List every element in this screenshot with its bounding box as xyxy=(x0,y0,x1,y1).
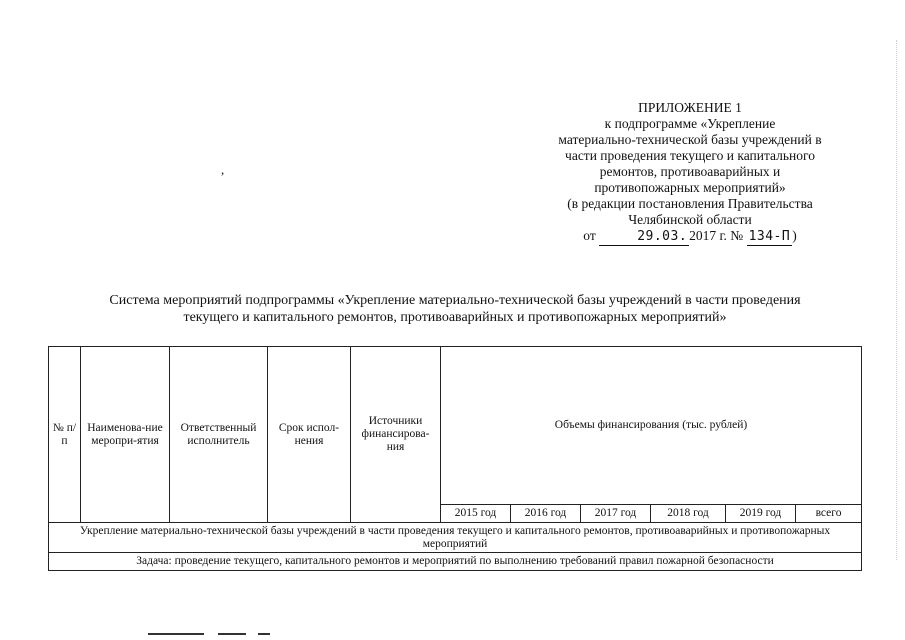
appendix-line: Челябинской области xyxy=(628,212,752,227)
appendix-line: части проведения текущего и капитального xyxy=(565,148,815,163)
date-value: 29.03. xyxy=(599,229,689,246)
header-executor: Ответственный исполнитель xyxy=(170,347,268,523)
header-term: Срок испол-нения xyxy=(268,347,351,523)
appendix-line: к подпрограмме «Укрепление xyxy=(604,116,776,131)
year-total: всего xyxy=(796,505,862,523)
task-text: Задача: проведение текущего, капитального ремонтов и мероприятий по выполнению требований правил пожарной безопасности xyxy=(49,553,862,571)
appendix-line: противопожарных мероприятий» xyxy=(594,180,786,195)
year-2015: 2015 год xyxy=(441,505,511,523)
appendix-date-line xyxy=(525,228,855,246)
year-2019: 2019 год xyxy=(726,505,796,523)
funding-table xyxy=(48,346,862,571)
header-num: № п/п xyxy=(49,347,81,523)
header-name: Наименова-ние меропри-ятия xyxy=(81,347,170,523)
header-sources: Источники финансирова-ния xyxy=(351,347,441,523)
year-2017: 2017 год xyxy=(581,505,651,523)
year-2018: 2018 год xyxy=(651,505,726,523)
date-suffix: 2017 г. № xyxy=(689,228,744,243)
scan-marks xyxy=(148,633,288,635)
stray-mark: , xyxy=(221,162,225,177)
scan-edge-dots xyxy=(892,40,897,560)
title-line-1: Система мероприятий подпрограммы «Укрепление материально-технической базы учреждений в части проведения xyxy=(109,293,801,308)
appendix-line: материально-технической базы учреждений в xyxy=(558,132,822,147)
appendix-block xyxy=(525,100,855,246)
header-row xyxy=(49,347,862,505)
appendix-heading: ПРИЛОЖЕНИЕ 1 xyxy=(638,100,742,115)
task-row xyxy=(49,553,862,571)
header-funding: Объемы финансирования (тыс. рублей) xyxy=(441,347,862,505)
section-title: Укрепление материально-технической базы учреждений в части проведения текущего и капитального ремонтов, противоаварийных и противопожарных мероприятий xyxy=(49,523,862,553)
document-number: 134-П xyxy=(748,229,791,244)
year-2016: 2016 год xyxy=(511,505,581,523)
date-prefix: от xyxy=(583,228,596,243)
appendix-line: ремонтов, противоаварийных и xyxy=(599,164,781,179)
section-row xyxy=(49,523,862,553)
appendix-line: (в редакции постановления Правительства xyxy=(567,196,813,211)
title-line-2: текущего и капитального ремонтов, противоаварийных и противопожарных мероприятий» xyxy=(183,310,727,325)
close-paren: ) xyxy=(792,228,797,243)
document-title xyxy=(40,292,870,326)
